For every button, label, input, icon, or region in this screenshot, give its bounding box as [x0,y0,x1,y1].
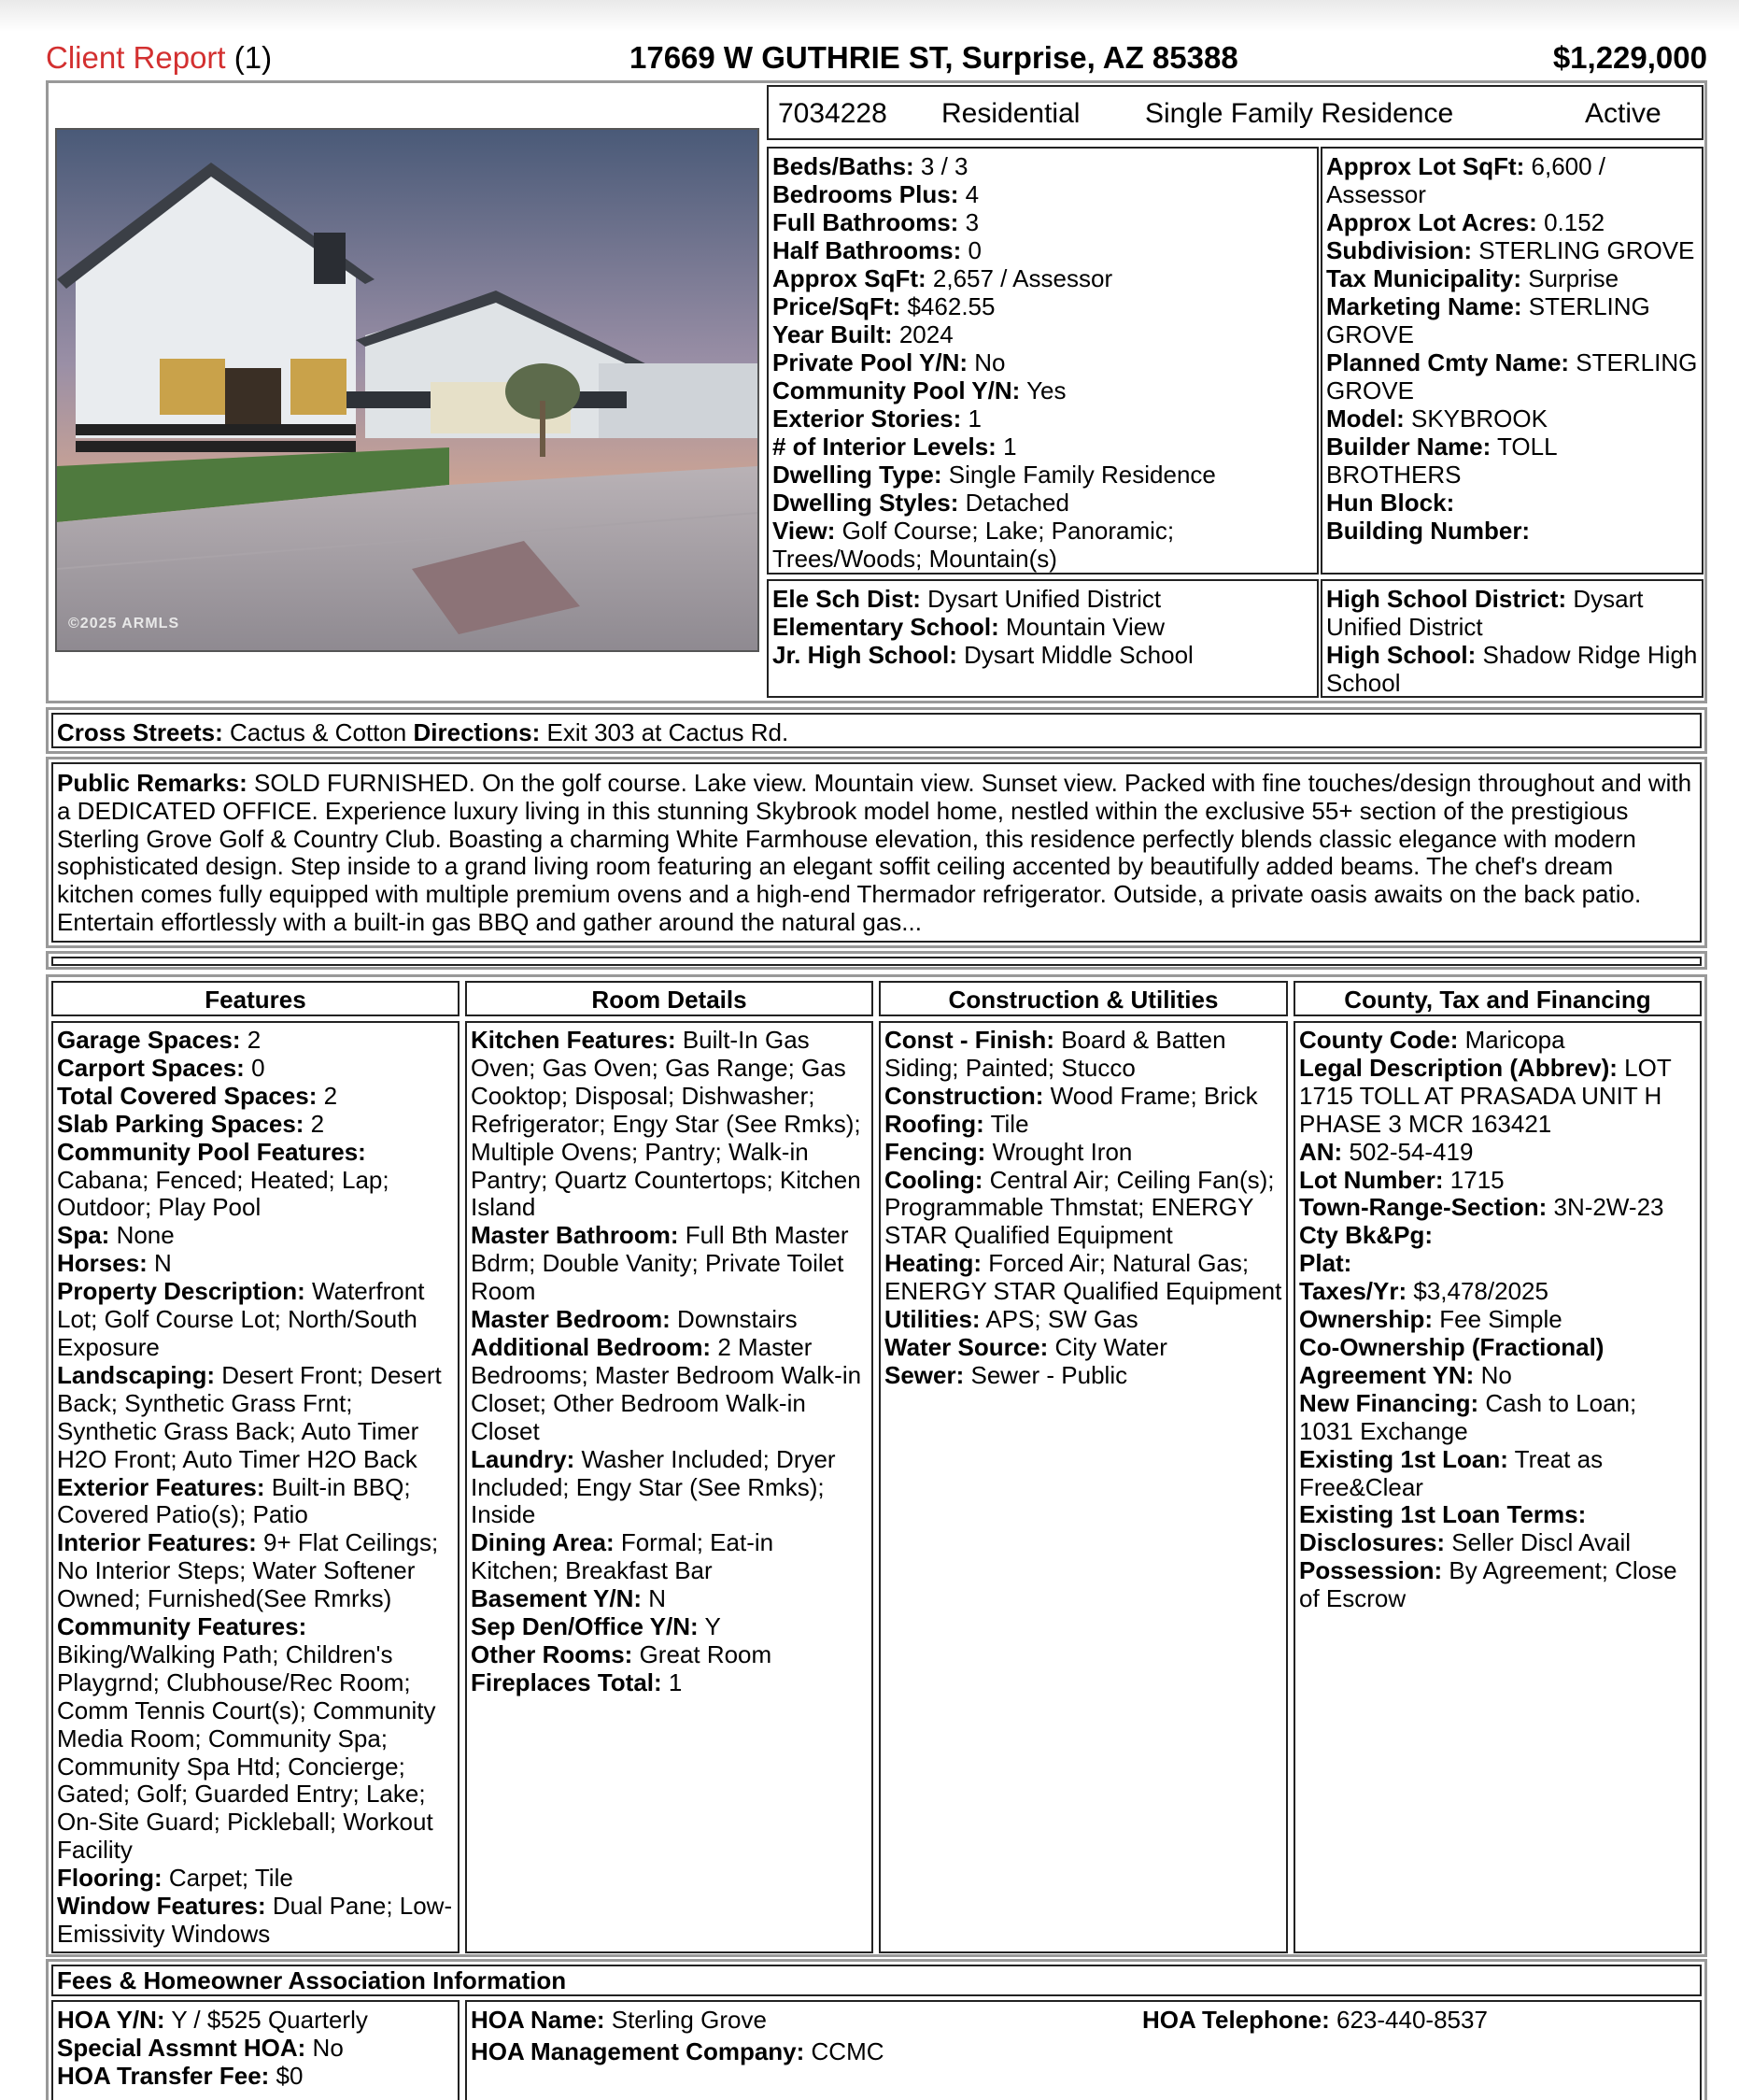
field-value: No [1474,1360,1512,1389]
field-label: Ownership: [1299,1305,1434,1334]
property-details-list [772,152,1313,573]
field-row [772,613,1313,641]
field-label: Ele Sch Dist: [772,585,921,613]
field-label: Existing 1st Loan Terms: [1299,1500,1587,1529]
field-value: Treat as Free&Clear [1299,1444,1604,1501]
field-value: Dual Pane; Low-Emissivity Windows [57,1892,453,1948]
field-row [884,1111,1282,1139]
field-row [1326,641,1698,697]
field-row [1299,1529,1696,1557]
field-label: Additional Bedroom: [471,1332,712,1361]
field-value: 4 [958,180,980,208]
field-label: Approx SqFt: [772,264,926,292]
field-label: Carport Spaces: [57,1053,245,1082]
field-label: Heating: [884,1249,982,1278]
field-value: 2024 [892,320,954,348]
column-field-list [884,1027,1282,1390]
field-row [1326,292,1698,348]
field-value: Board & Batten Siding; Painted; Stucco [884,1026,1226,1082]
field-row [1299,1278,1696,1306]
field-label: Window Features: [57,1892,266,1921]
column-body [1294,1021,1702,1953]
field-row [1299,1501,1696,1529]
field-label: View: [772,517,836,545]
field-value: Surprise [1521,264,1619,292]
field-value: No [305,2034,344,2062]
field-row [772,433,1313,461]
field-value: Forced Air; Natural Gas; ENERGY STAR Qualified Equipment [884,1249,1282,1306]
field-row [1326,489,1698,517]
top-bar [0,0,1739,32]
field-row [471,1613,868,1641]
field-row [471,1669,868,1697]
field-label: Approx Lot SqFt: [1326,152,1525,180]
field-value: Golf Course; Lake; Panoramic; Trees/Woods; Mountain(s) [772,517,1175,573]
field-row [1299,1446,1696,1502]
field-value: $0 [269,2062,304,2090]
field-label: Planned Cmty Name: [1326,348,1570,376]
photo-watermark: ©2025 ARMLS [68,616,180,631]
field-value: Mountain View [998,613,1166,641]
high-school-list [1326,585,1698,697]
field-value: 1 [996,433,1017,461]
field-value: APS; SW Gas [980,1305,1138,1334]
field-row [1299,1222,1696,1250]
field-row [1326,264,1698,292]
field-label: Special Assmnt HOA: [57,2034,306,2062]
school-list [772,585,1313,669]
field-label: County Code: [1299,1026,1459,1054]
field-label: Construction: [884,1081,1044,1110]
field-value: N [642,1584,667,1613]
field-value: None [109,1221,175,1250]
field-row [57,1865,454,1893]
field-value: 6,600 / Assessor [1326,152,1606,208]
field-label: Private Pool Y/N: [772,348,968,376]
field-value: Fee Simple [1433,1305,1562,1334]
field-row [57,1250,454,1278]
field-label: Laundry: [471,1444,575,1473]
field-label: Year Built: [772,320,893,348]
field-value: Y / $525 Quarterly [164,2006,368,2034]
field-value: Maricopa [1458,1026,1565,1054]
field-value: $3,478/2025 [1407,1277,1548,1306]
field-value: No [968,348,1006,376]
field-row [884,1362,1282,1390]
hoa-telephone-value: 623-440-8537 [1329,2006,1488,2034]
field-row [1299,1390,1696,1446]
field-row [1299,1306,1696,1334]
field-row [772,152,1313,180]
field-label: Sep Den/Office Y/N: [471,1612,699,1641]
field-row [1326,517,1698,545]
field-value: Full Bth Master Bdrm; Double Vanity; Private Toilet Room [471,1221,849,1306]
field-row [1326,404,1698,433]
field-label: Master Bathroom: [471,1221,679,1250]
field-label: Taxes/Yr: [1299,1277,1407,1306]
field-label: Fireplaces Total: [471,1667,662,1696]
column-header: Construction & Utilities [879,981,1288,1016]
hoa-management-value: CCMC [804,2037,884,2065]
field-row [1326,585,1698,641]
field-label: Landscaping: [57,1360,216,1389]
hoa-fees-list [57,2006,454,2090]
column-body [51,1021,459,1953]
field-value: 1715 [1443,1165,1505,1194]
field-label: Price/SqFt: [772,292,901,320]
field-value: 2 [240,1026,262,1054]
field-row [772,376,1313,404]
field-label: Const - Finish: [884,1026,1054,1054]
divider-bar [51,957,1702,966]
field-label: Exterior Features: [57,1472,265,1501]
field-row [57,2034,454,2062]
field-row [471,1222,868,1306]
report-count: (1) [233,40,273,75]
house-image [57,130,757,650]
property-type: Single Family Residence [1145,98,1454,129]
field-value: STERLING GROVE [1326,348,1698,404]
hoa-telephone [1142,2006,1488,2034]
property-details-panel [767,147,1319,575]
field-row [471,1306,868,1334]
field-row [1326,433,1698,489]
field-label: Flooring: [57,1864,163,1893]
field-label: Roofing: [884,1109,984,1138]
field-row [57,1139,454,1223]
field-row [471,1334,868,1446]
field-value: 0.152 [1536,208,1605,236]
field-row [57,1083,454,1111]
field-row [471,1446,868,1530]
field-label: Interior Features: [57,1528,257,1557]
field-row [57,1474,454,1530]
hoa-fees-panel [51,2000,459,2100]
field-label: Dwelling Type: [772,461,942,489]
field-value: 502-54-419 [1342,1137,1474,1166]
hoa-contact-panel [465,2000,1702,2100]
field-label: Building Number: [1326,517,1531,545]
field-value: Cash to Loan; 1031 Exchange [1299,1388,1637,1445]
field-value: 3 / 3 [913,152,968,180]
field-value: Built-In Gas Oven; Gas Oven; Gas Range; Gas Cooktop; Disposal; Dishwasher; Refrigerator; Engy Star (See Rmks); Multiple Ovens; Pantry; Walk-in Pantry; Quartz Countertops; Kitchen Island [471,1026,861,1222]
field-value: Built-in BBQ; Covered Patio(s); Patio [57,1472,411,1529]
report-label[interactable]: Client Report [46,40,226,75]
property-address: 17669 W GUTHRIE ST, Surprise, AZ 85388 [629,40,1238,75]
field-row [57,1027,454,1055]
field-label: Model: [1326,404,1405,433]
field-value: Formal; Eat-in Kitchen; Breakfast Bar [471,1528,774,1585]
field-row [1326,236,1698,264]
field-row [57,1893,454,1949]
field-value: 0 [244,1053,265,1082]
field-label: Horses: [57,1249,148,1278]
school-district-panel [767,579,1319,698]
field-value: 2 Master Bedrooms; Master Bedroom Walk-in Closet; Other Bedroom Walk-in Closet [471,1332,862,1445]
field-row [884,1027,1282,1083]
field-row [57,1055,454,1083]
field-value: Dysart Middle School [956,641,1194,669]
column-header: Features [51,981,459,1016]
field-value: 3N-2W-23 [1547,1193,1664,1222]
field-label: Community Pool Y/N: [772,376,1021,404]
field-row [772,489,1313,517]
field-label: Cooling: [884,1165,983,1194]
field-value: SKYBROOK [1404,404,1548,433]
field-value: Great Room [632,1639,772,1668]
field-row [1299,1194,1696,1222]
field-row [57,1613,454,1865]
field-value: TOLL BROTHERS [1326,433,1557,489]
field-label: Sewer: [884,1360,965,1389]
field-row [884,1306,1282,1334]
field-value: STERLING GROVE [1472,236,1695,264]
field-label: Marketing Name: [1326,292,1522,320]
field-label: Subdivision: [1326,236,1472,264]
field-value: 3 [958,208,980,236]
hoa-name-label: HOA Name: [471,2006,605,2034]
listing-status: Active [1585,98,1661,129]
field-row [772,208,1313,236]
field-value: 2 [304,1109,325,1138]
field-label: High School: [1326,641,1477,669]
field-label: Hun Block: [1326,489,1455,517]
field-label: Half Bathrooms: [772,236,962,264]
field-label: Jr. High School: [772,641,957,669]
field-label: Water Source: [884,1332,1049,1361]
field-label: AN: [1299,1137,1343,1166]
field-label: New Financing: [1299,1388,1479,1417]
cross-streets-label: Cross Streets: [57,718,223,746]
field-row [471,1585,868,1613]
field-label: Existing 1st Loan: [1299,1444,1508,1473]
field-label: Town-Range-Section: [1299,1193,1548,1222]
field-label: Bedrooms Plus: [772,180,959,208]
column-body [465,1021,873,1953]
field-label: Property Description: [57,1277,305,1306]
directions-value: Exit 303 at Cactus Rd. [540,718,789,746]
field-row [1299,1167,1696,1195]
field-row [772,585,1313,613]
hoa-telephone-label: HOA Telephone: [1142,2006,1330,2034]
field-label: Slab Parking Spaces: [57,1109,304,1138]
field-value: N [147,1249,172,1278]
field-label: Kitchen Features: [471,1026,676,1054]
field-row [772,236,1313,264]
field-row [471,1529,868,1585]
field-label: HOA Transfer Fee: [57,2062,270,2090]
field-label: Legal Description (Abbrev): [1299,1053,1618,1082]
field-label: Possession: [1299,1556,1443,1585]
hoa-title: Fees & Homeowner Association Information [51,1965,1702,1996]
field-row [772,517,1313,573]
list-price: $1,229,000 [1552,40,1707,75]
public-remarks [51,762,1702,943]
field-label: Basement Y/N: [471,1584,643,1613]
listing-summary-bar [767,85,1704,140]
field-label: Approx Lot Acres: [1326,208,1537,236]
field-label: Garage Spaces: [57,1026,241,1054]
field-row [772,292,1313,320]
field-value: 1 [661,1667,683,1696]
field-row [1299,1557,1696,1613]
field-value: Detached [958,489,1069,517]
field-label: HOA Y/N: [57,2006,165,2034]
public-remarks-text: SOLD FURNISHED. On the golf course. Lake view. Mountain view. Sunset view. Packed with fine touches/design throughout and with a DEDICATED OFFICE. Experience luxury living in this stunning Skybrook model home, nestled within the exclusive 55+ section of the prestigious Sterling Grove Golf & Country Club. Boasting a charming White Farmhouse elevation, this residence perfectly blends classic elegance with modern sophisticated design. Step inside to a grand living room featuring an elegant soffit ceiling accented by beautifully added beams. The chef's dream kitchen comes fully equipped with multiple premium ovens and a high-end Thermador refrigerator. Outside, a private oasis awaits on the back patio. Entertain effortlessly with a built-in gas BBQ and gather around the natural gas... [57,769,1692,936]
field-row [1299,1027,1696,1055]
field-value: LOT 1715 TOLL AT PRASADA UNIT H PHASE 3 MCR 163421 [1299,1053,1672,1138]
field-value: Dysart Unified District [1326,585,1644,641]
lot-details-list [1326,152,1698,545]
field-value: Central Air; Ceiling Fan(s); Programmable Thmstat; ENERGY STAR Qualified Equipment [884,1165,1275,1250]
field-label: Dining Area: [471,1528,615,1557]
column-header: County, Tax and Financing [1294,981,1702,1016]
field-value: Wood Frame; Brick [1043,1081,1258,1110]
field-row [1299,1334,1696,1390]
field-value: City Water [1048,1332,1167,1361]
field-value: Shadow Ridge High School [1326,641,1698,697]
field-value: By Agreement; Close of Escrow [1299,1556,1677,1613]
field-value: 0 [961,236,982,264]
field-row [772,461,1313,489]
field-value: Seller Discl Avail [1445,1528,1632,1557]
cross-streets-value: Cactus & Cotton [222,718,414,746]
field-value: Tile [983,1109,1029,1138]
field-label: Lot Number: [1299,1165,1444,1194]
field-row [884,1334,1282,1362]
field-label: Exterior Stories: [772,404,962,433]
field-value: Washer Included; Dryer Included; Engy Star (See Rmks); Inside [471,1444,836,1529]
field-value: Yes [1020,376,1067,404]
cross-streets-row [51,713,1702,748]
field-label: Builder Name: [1326,433,1492,461]
property-class: Residential [941,98,1081,129]
field-row [772,180,1313,208]
field-row [57,1529,454,1613]
field-row [884,1167,1282,1251]
field-value: Dysart Unified District [920,585,1162,613]
field-value: Desert Front; Desert Back; Synthetic Grass Frnt; Synthetic Grass Back; Auto Timer H2O Front; Auto Timer H2O Back [57,1360,442,1473]
field-row [1299,1139,1696,1167]
field-row [772,404,1313,433]
field-row [57,1278,454,1362]
field-label: Plat: [1299,1249,1352,1278]
field-label: Co-Ownership (Fractional) Agreement YN: [1299,1332,1605,1389]
field-label: High School District: [1326,585,1567,613]
field-label: Full Bathrooms: [772,208,959,236]
field-row [471,1027,868,1222]
field-value: Cabana; Fenced; Heated; Lap; Outdoor; Play Pool [57,1165,389,1222]
field-label: Tax Municipality: [1326,264,1521,292]
hoa-management [471,2037,884,2065]
high-school-panel [1321,579,1704,698]
field-row [57,2062,454,2090]
directions-label: Directions: [413,718,541,746]
field-label: Dwelling Styles: [772,489,959,517]
column-header: Room Details [465,981,873,1016]
field-value: 1 [961,404,982,433]
field-value: STERLING GROVE [1326,292,1650,348]
field-row [57,1362,454,1474]
field-label: Community Features: [57,1612,307,1641]
field-value: 2,657 / Assessor [926,264,1113,292]
field-row [772,641,1313,669]
public-remarks-label: Public Remarks: [57,769,247,797]
field-label: Disclosures: [1299,1528,1446,1557]
field-row [1299,1055,1696,1139]
field-row [57,1222,454,1250]
field-row [1326,208,1698,236]
field-label: Cty Bk&Pg: [1299,1221,1434,1250]
hoa-name-value: Sterling Grove [604,2006,767,2034]
field-row [57,2006,454,2034]
property-photo[interactable] [55,128,759,652]
column-body [879,1021,1288,1953]
field-value: Single Family Residence [941,461,1216,489]
mls-number: 7034228 [778,98,887,129]
hoa-management-label: HOA Management Company: [471,2037,805,2065]
field-label: Spa: [57,1221,110,1250]
field-value: Sewer - Public [964,1360,1128,1389]
field-label: Beds/Baths: [772,152,914,180]
field-row [471,1641,868,1669]
field-label: # of Interior Levels: [772,433,997,461]
field-label: Master Bedroom: [471,1305,671,1334]
field-row [772,264,1313,292]
field-value: Biking/Walking Path; Children's Playgrnd; Clubhouse/Rec Room; Comm Tennis Court(s); Community Media Room; Community Spa; Community Spa Htd; Concierge; Gated; Golf; Guarded Entry; Lake; On-Site Guard; Pickleball; Workout Facility [57,1639,436,1865]
field-value: Carpet; Tile [162,1864,293,1893]
column-field-list [57,1027,454,1949]
field-row [1326,348,1698,404]
field-row [884,1083,1282,1111]
field-value: 9+ Flat Ceilings; No Interior Steps; Water Softener Owned; Furnished(See Rmrks) [57,1528,439,1613]
lot-details-panel [1321,147,1704,575]
field-value: 2 [317,1081,338,1110]
field-label: Utilities: [884,1305,981,1334]
field-label: Total Covered Spaces: [57,1081,318,1110]
field-value: Waterfront Lot; Golf Course Lot; North/South Exposure [57,1277,425,1361]
field-value: $462.55 [900,292,996,320]
field-value: Y [698,1612,721,1641]
column-field-list [1299,1027,1696,1613]
field-row [1299,1250,1696,1278]
field-value: Downstairs [670,1305,798,1334]
column-field-list [471,1027,868,1697]
field-label: Community Pool Features: [57,1137,366,1166]
field-row [1326,152,1698,208]
field-label: Fencing: [884,1137,986,1166]
field-row [57,1111,454,1139]
report-title [46,37,272,78]
field-value: Wrought Iron [985,1137,1133,1166]
field-row [772,348,1313,376]
field-label: Elementary School: [772,613,999,641]
field-row [884,1139,1282,1167]
field-label: Other Rooms: [471,1639,633,1668]
field-row [772,320,1313,348]
field-row [884,1250,1282,1306]
hoa-name [471,2006,767,2034]
